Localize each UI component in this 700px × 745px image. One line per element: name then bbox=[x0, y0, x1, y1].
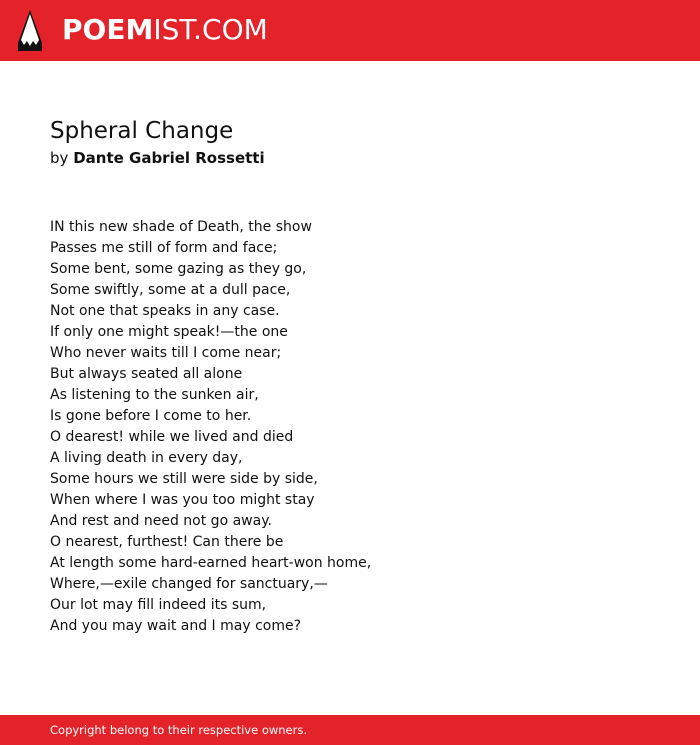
poem-line: Some hours we still were side by side, bbox=[50, 471, 318, 487]
poem-line: O nearest, furthest! Can there be bbox=[50, 534, 284, 550]
poem-title: Spheral Change bbox=[50, 118, 234, 144]
poem-line: Some bent, some gazing as they go, bbox=[50, 261, 307, 277]
poem-line: O dearest! while we lived and died bbox=[50, 429, 294, 445]
poem-line: Passes me still of form and face; bbox=[50, 240, 278, 256]
poem-line: If only one might speak!—the one bbox=[50, 324, 288, 340]
poem-line: When where I was you too might stay bbox=[50, 492, 315, 508]
poem-line: IN this new shade of Death, the show bbox=[50, 219, 312, 235]
copyright-notice: Copyright belong to their respective owners. bbox=[50, 723, 308, 737]
poem-line: At length some hard-earned heart-won home, bbox=[50, 555, 372, 571]
poem-line: Not one that speaks in any case. bbox=[50, 303, 280, 319]
poem-line: Some swiftly, some at a dull pace, bbox=[50, 282, 291, 298]
site-footer bbox=[0, 715, 700, 745]
logo-light-text: IST.COM bbox=[153, 13, 268, 46]
poem-line: Who never waits till I come near; bbox=[50, 345, 282, 361]
poem-line: And you may wait and I may come? bbox=[50, 618, 302, 634]
poem-line: A living death in every day, bbox=[50, 450, 243, 466]
poem-line: But always seated all alone bbox=[50, 366, 243, 382]
poem-line: Is gone before I come to her. bbox=[50, 408, 252, 424]
poem-byline bbox=[50, 147, 650, 169]
poem-content bbox=[50, 116, 650, 637]
logo-bold-text: POEM bbox=[62, 13, 154, 46]
pencil-tip-icon[interactable] bbox=[18, 10, 42, 51]
by-label: by bbox=[50, 149, 69, 167]
poem-line: Where,—exile changed for sanctuary,— bbox=[50, 576, 328, 592]
poem-line: Our lot may fill indeed its sum, bbox=[50, 597, 267, 613]
poem-author: Dante Gabriel Rossetti bbox=[73, 149, 265, 167]
poem-line: And rest and need not go away. bbox=[50, 513, 272, 529]
poem-line: As listening to the sunken air, bbox=[50, 387, 259, 403]
site-header bbox=[0, 0, 700, 61]
site-logo[interactable] bbox=[62, 14, 268, 46]
poem-body bbox=[50, 217, 650, 637]
